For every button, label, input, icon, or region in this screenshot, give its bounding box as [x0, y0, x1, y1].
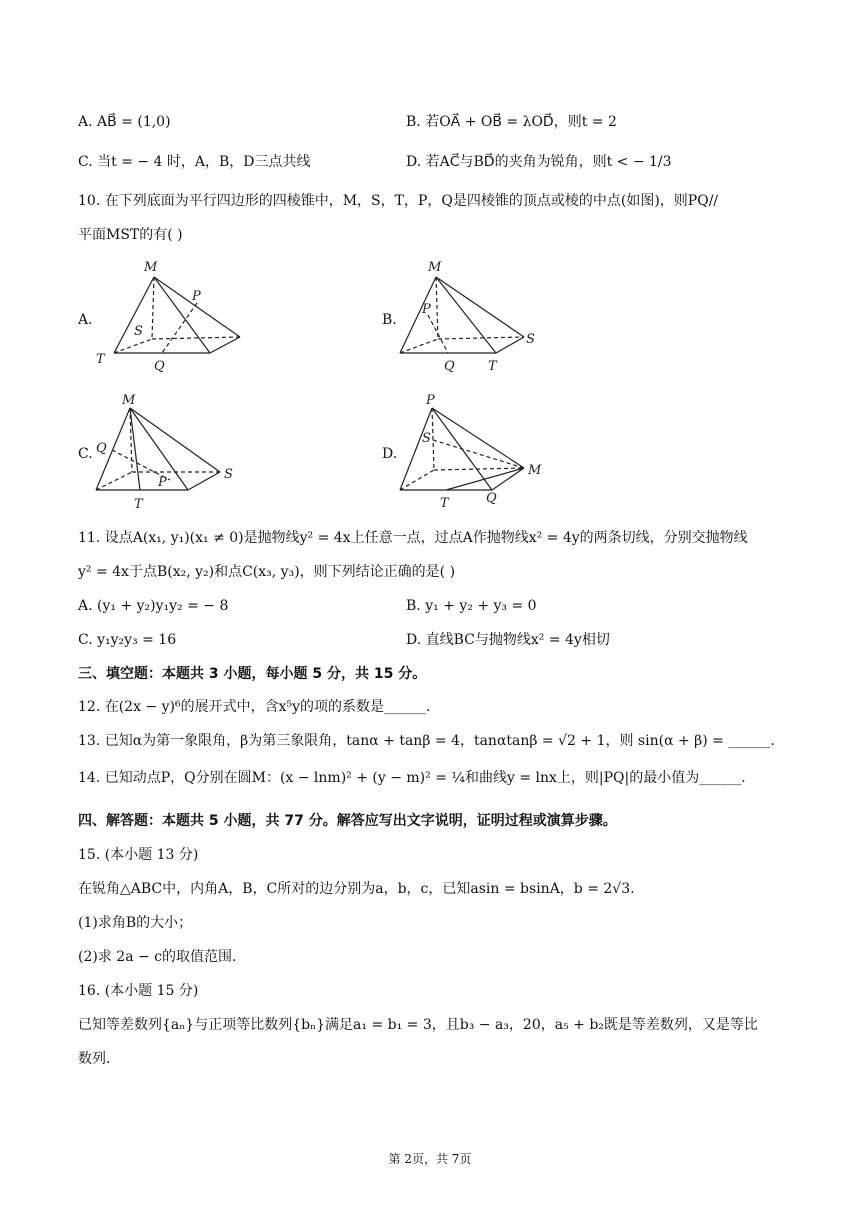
- q11-option-c: C. y₁y₂y₃ = 16: [78, 632, 177, 648]
- q13-text: 13. 已知α为第一象限角，β为第三象限角，tanα + tanβ = 4，tanαtanβ = √2 + 1，则 sin(α + β) = ______.: [78, 733, 775, 749]
- section-4-heading: 四、解答题：本题共 5 小题，共 77 分。解答应写出文字说明，证明过程或演算步骤。: [78, 813, 617, 829]
- q9-option-a: A. AB⃗ = (1,0): [78, 114, 171, 130]
- fig-c-s-label: S: [224, 467, 233, 482]
- q10-figure-a: [92, 255, 252, 375]
- fig-a-m-label: M: [144, 260, 158, 275]
- fig-b-m-label: M: [428, 260, 442, 275]
- q11-option-b: B. y₁ + y₂ + y₃ = 0: [406, 598, 537, 614]
- q15-part2: (2)求 2a − c的取值范围.: [78, 949, 237, 965]
- q15-title: 15. (本小题 13 分): [78, 847, 199, 863]
- q10-fig-b-label: B.: [382, 312, 397, 328]
- fig-b-q-label: Q: [444, 359, 455, 374]
- q9-option-b: B. 若OA⃗ + OB⃗ = λOD⃗，则t = 2: [406, 114, 617, 130]
- fig-b-s-label: S: [526, 332, 535, 347]
- q10-stem-line1: 10. 在下列底面为平行四边形的四棱锥中，M，S，T，P，Q是四棱锥的顶点或棱的中点(如图)，则PQ//: [78, 193, 719, 209]
- q15-part1: (1)求角B的大小；: [78, 915, 193, 931]
- q11-option-d: D. 直线BC与抛物线x² = 4y相切: [406, 632, 610, 648]
- q11-stem-line1: 11. 设点A(x₁, y₁)(x₁ ≠ 0)是抛物线y² = 4x上任意一点，过点A作抛物线x² = 4y的两条切线，分别交抛物线: [78, 530, 748, 546]
- q10-figure-c: [92, 390, 252, 515]
- fig-d-t-label: T: [440, 496, 449, 511]
- q12-text: 12. 在(2x − y)⁶的展开式中，含x⁵y的项的系数是______.: [78, 699, 431, 715]
- fig-d-p-label: P: [426, 393, 435, 408]
- fig-c-t-label: T: [134, 497, 143, 512]
- fig-c-m-label: M: [122, 393, 136, 408]
- q9-option-d: D. 若AC⃗与BD⃗的夹角为锐角，则t < − 1/3: [406, 154, 672, 170]
- fig-a-t-label: T: [96, 352, 105, 367]
- q14-text: 14. 已知动点P，Q分别在圆M：(x − lnm)² + (y − m)² = ¼和曲线y = lnx上，则|PQ|的最小值为______.: [78, 770, 746, 786]
- q11-option-a: A. (y₁ + y₂)y₁y₂ = − 8: [78, 598, 229, 614]
- fig-b-t-label: T: [488, 359, 497, 374]
- fig-c-p-label: P: [158, 475, 167, 490]
- page-footer: 第 2页，共 7页: [388, 1152, 472, 1166]
- q15-stem: 在锐角△ABC中，内角A，B，C所对的边分别为a，b，c，已知asin = bsinA，b = 2√3.: [78, 881, 635, 897]
- section-3-heading: 三、填空题：本题共 3 小题，每小题 5 分，共 15 分。: [78, 666, 427, 682]
- q16-stem-line2: 数列.: [78, 1051, 111, 1067]
- fig-d-q-label: Q: [486, 491, 497, 506]
- fig-a-s-label: S: [134, 324, 143, 339]
- q10-fig-c-label: C.: [78, 446, 93, 462]
- fig-b-p-label: P: [422, 302, 431, 317]
- q10-figure-b: [396, 255, 556, 375]
- q11-stem-line2: y² = 4x于点B(x₂, y₂)和点C(x₃, y₃)，则下列结论正确的是( ): [78, 564, 456, 580]
- q9-option-c: C. 当t = − 4 时，A，B，D三点共线: [78, 154, 311, 170]
- fig-c-q-label: Q: [96, 441, 107, 456]
- fig-d-s-label: S: [422, 431, 431, 446]
- q16-title: 16. (本小题 15 分): [78, 983, 199, 999]
- q10-fig-d-label: D.: [382, 446, 398, 462]
- q10-figure-d: [396, 390, 556, 515]
- q10-fig-a-label: A.: [78, 312, 93, 328]
- q16-stem-line1: 已知等差数列{aₙ}与正项等比数列{bₙ}满足a₁ = b₁ = 3，且b₃ − a₃，20，a₅ + b₂既是等差数列，又是等比: [78, 1017, 758, 1033]
- q10-stem-line2: 平面MST的有( ): [78, 227, 183, 243]
- fig-a-p-label: P: [192, 289, 201, 304]
- fig-a-q-label: Q: [154, 359, 165, 374]
- fig-d-m-label: M: [528, 463, 542, 478]
